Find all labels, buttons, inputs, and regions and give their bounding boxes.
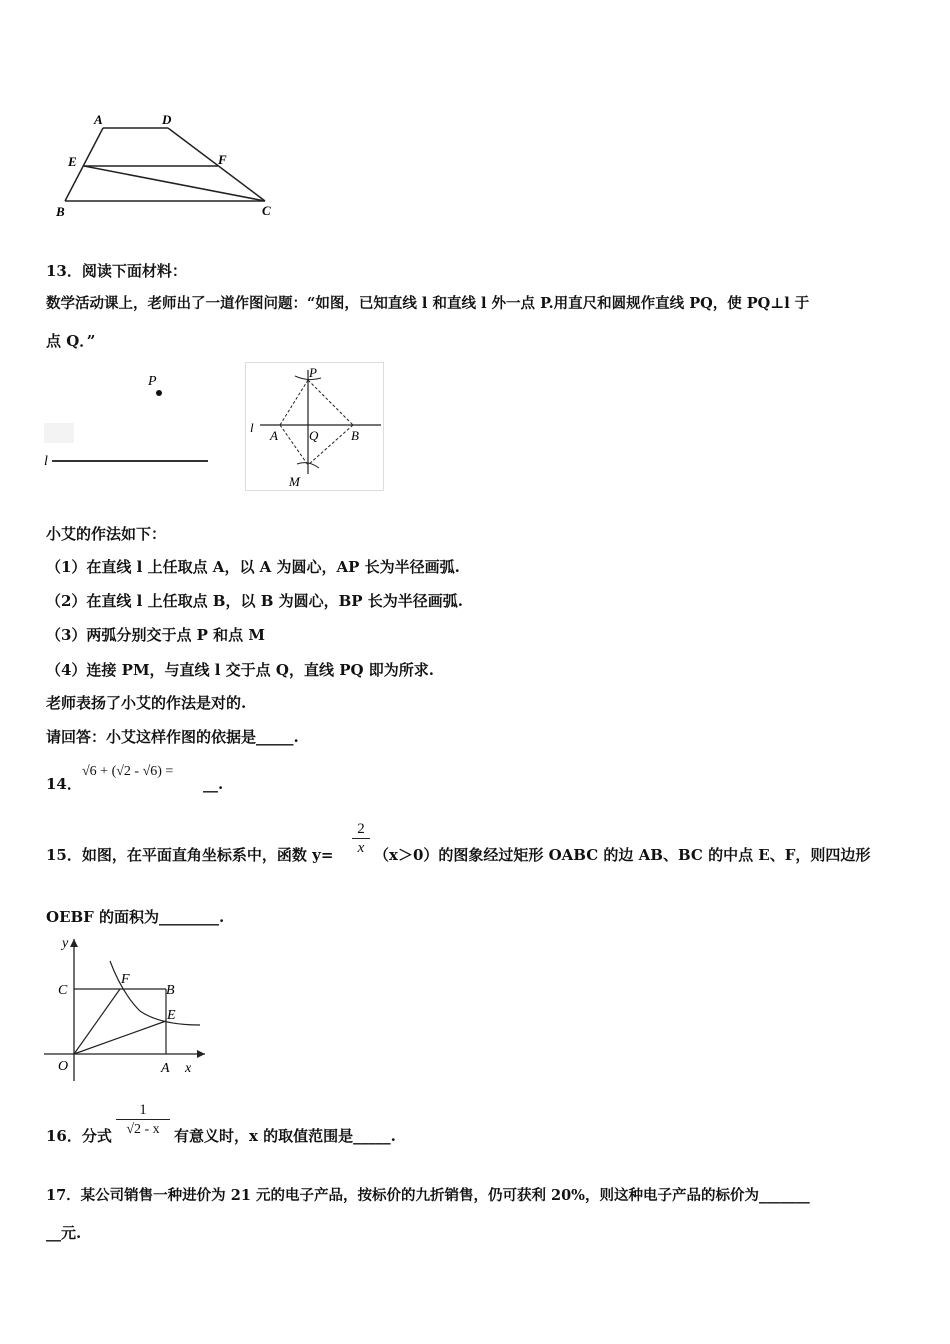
q13-line2: 点 Q．”	[46, 332, 96, 350]
q14-number: 14．	[46, 775, 82, 793]
q16-fraction	[116, 1101, 170, 1140]
construct-label-M: M	[289, 474, 300, 489]
construction-figure	[245, 362, 385, 492]
method-title: 小艾的作法如下：	[46, 525, 167, 543]
q16-frac-den: √2 - x	[126, 1122, 160, 1137]
trapezoid-figure	[50, 108, 290, 223]
step-3: （3）两弧分别交于点 P 和点 M	[46, 626, 265, 644]
construct-label-l: l	[250, 420, 254, 435]
coordinate-figure	[40, 933, 210, 1083]
q14-expression: √6 + (√2 - √6) =	[82, 764, 174, 779]
axis-label-x: x	[185, 1061, 192, 1076]
q15-suffix: （x＞0）的图象经过矩形 OABC 的边 AB、BC 的中点 E、F，则四边形	[374, 846, 871, 864]
label-P: P	[148, 374, 157, 389]
q16-suffix: 有意义时，x 的取值范围是_____.	[174, 1127, 396, 1145]
step-1: （1）在直线 l 上任取点 A，以 A 为圆心，AP 长为半径画弧.	[46, 558, 460, 576]
q15-prefix: 15．如图，在平面直角坐标系中，函数 y=	[46, 846, 334, 864]
coord-label-B: B	[166, 983, 175, 998]
label-F: F	[218, 152, 227, 167]
q13-question: 请回答：小艾这样作图的依据是_____.	[46, 728, 299, 746]
coord-label-E: E	[167, 1008, 176, 1023]
label-E: E	[68, 154, 77, 169]
q13-title: 13．阅读下面材料：	[46, 262, 187, 280]
q17-line2: __元.	[46, 1224, 82, 1242]
q16-frac-num: 1	[139, 1102, 147, 1118]
label-A: A	[94, 112, 103, 127]
q14-blank: __.	[203, 775, 224, 793]
q16-prefix: 16．分式	[46, 1127, 112, 1145]
coord-label-F: F	[121, 972, 130, 987]
label-D: D	[162, 112, 172, 127]
construct-label-P: P	[309, 365, 317, 380]
coord-label-C: C	[58, 983, 68, 998]
point-line-figure	[44, 365, 219, 490]
construct-label-Q: Q	[309, 428, 319, 443]
label-C: C	[262, 203, 271, 218]
construct-label-A: A	[270, 428, 278, 443]
q15-line2: OEBF 的面积为________.	[46, 908, 225, 926]
q17-line1: 17．某公司销售一种进价为 21 元的电子产品，按标价的九折销售，仍可获利 20%，则这种电子产品的标价为_______	[46, 1187, 810, 1204]
step-4: （4）连接 PM，与直线 l 交于点 Q，直线 PQ 即为所求.	[46, 661, 434, 679]
construct-label-B: B	[351, 428, 359, 443]
step-2: （2）在直线 l 上任取点 B，以 B 为圆心，BP 长为半径画弧.	[46, 592, 464, 610]
coord-label-O: O	[58, 1059, 69, 1074]
q15-frac-num: 2	[357, 821, 365, 837]
praise-text: 老师表扬了小艾的作法是对的.	[46, 694, 247, 712]
label-B: B	[56, 204, 65, 219]
coord-label-A: A	[161, 1061, 170, 1076]
axis-label-y: y	[62, 936, 69, 951]
q15-fraction	[352, 820, 370, 857]
q15-frac-den: x	[357, 840, 365, 856]
label-l: l	[44, 454, 48, 469]
q13-line1: 数学活动课上，老师出了一道作图问题：“如图，已知直线 l 和直线 l 外一点 P.用直尺和圆规作直线 PQ，使 PQ⊥l 于	[46, 295, 810, 312]
